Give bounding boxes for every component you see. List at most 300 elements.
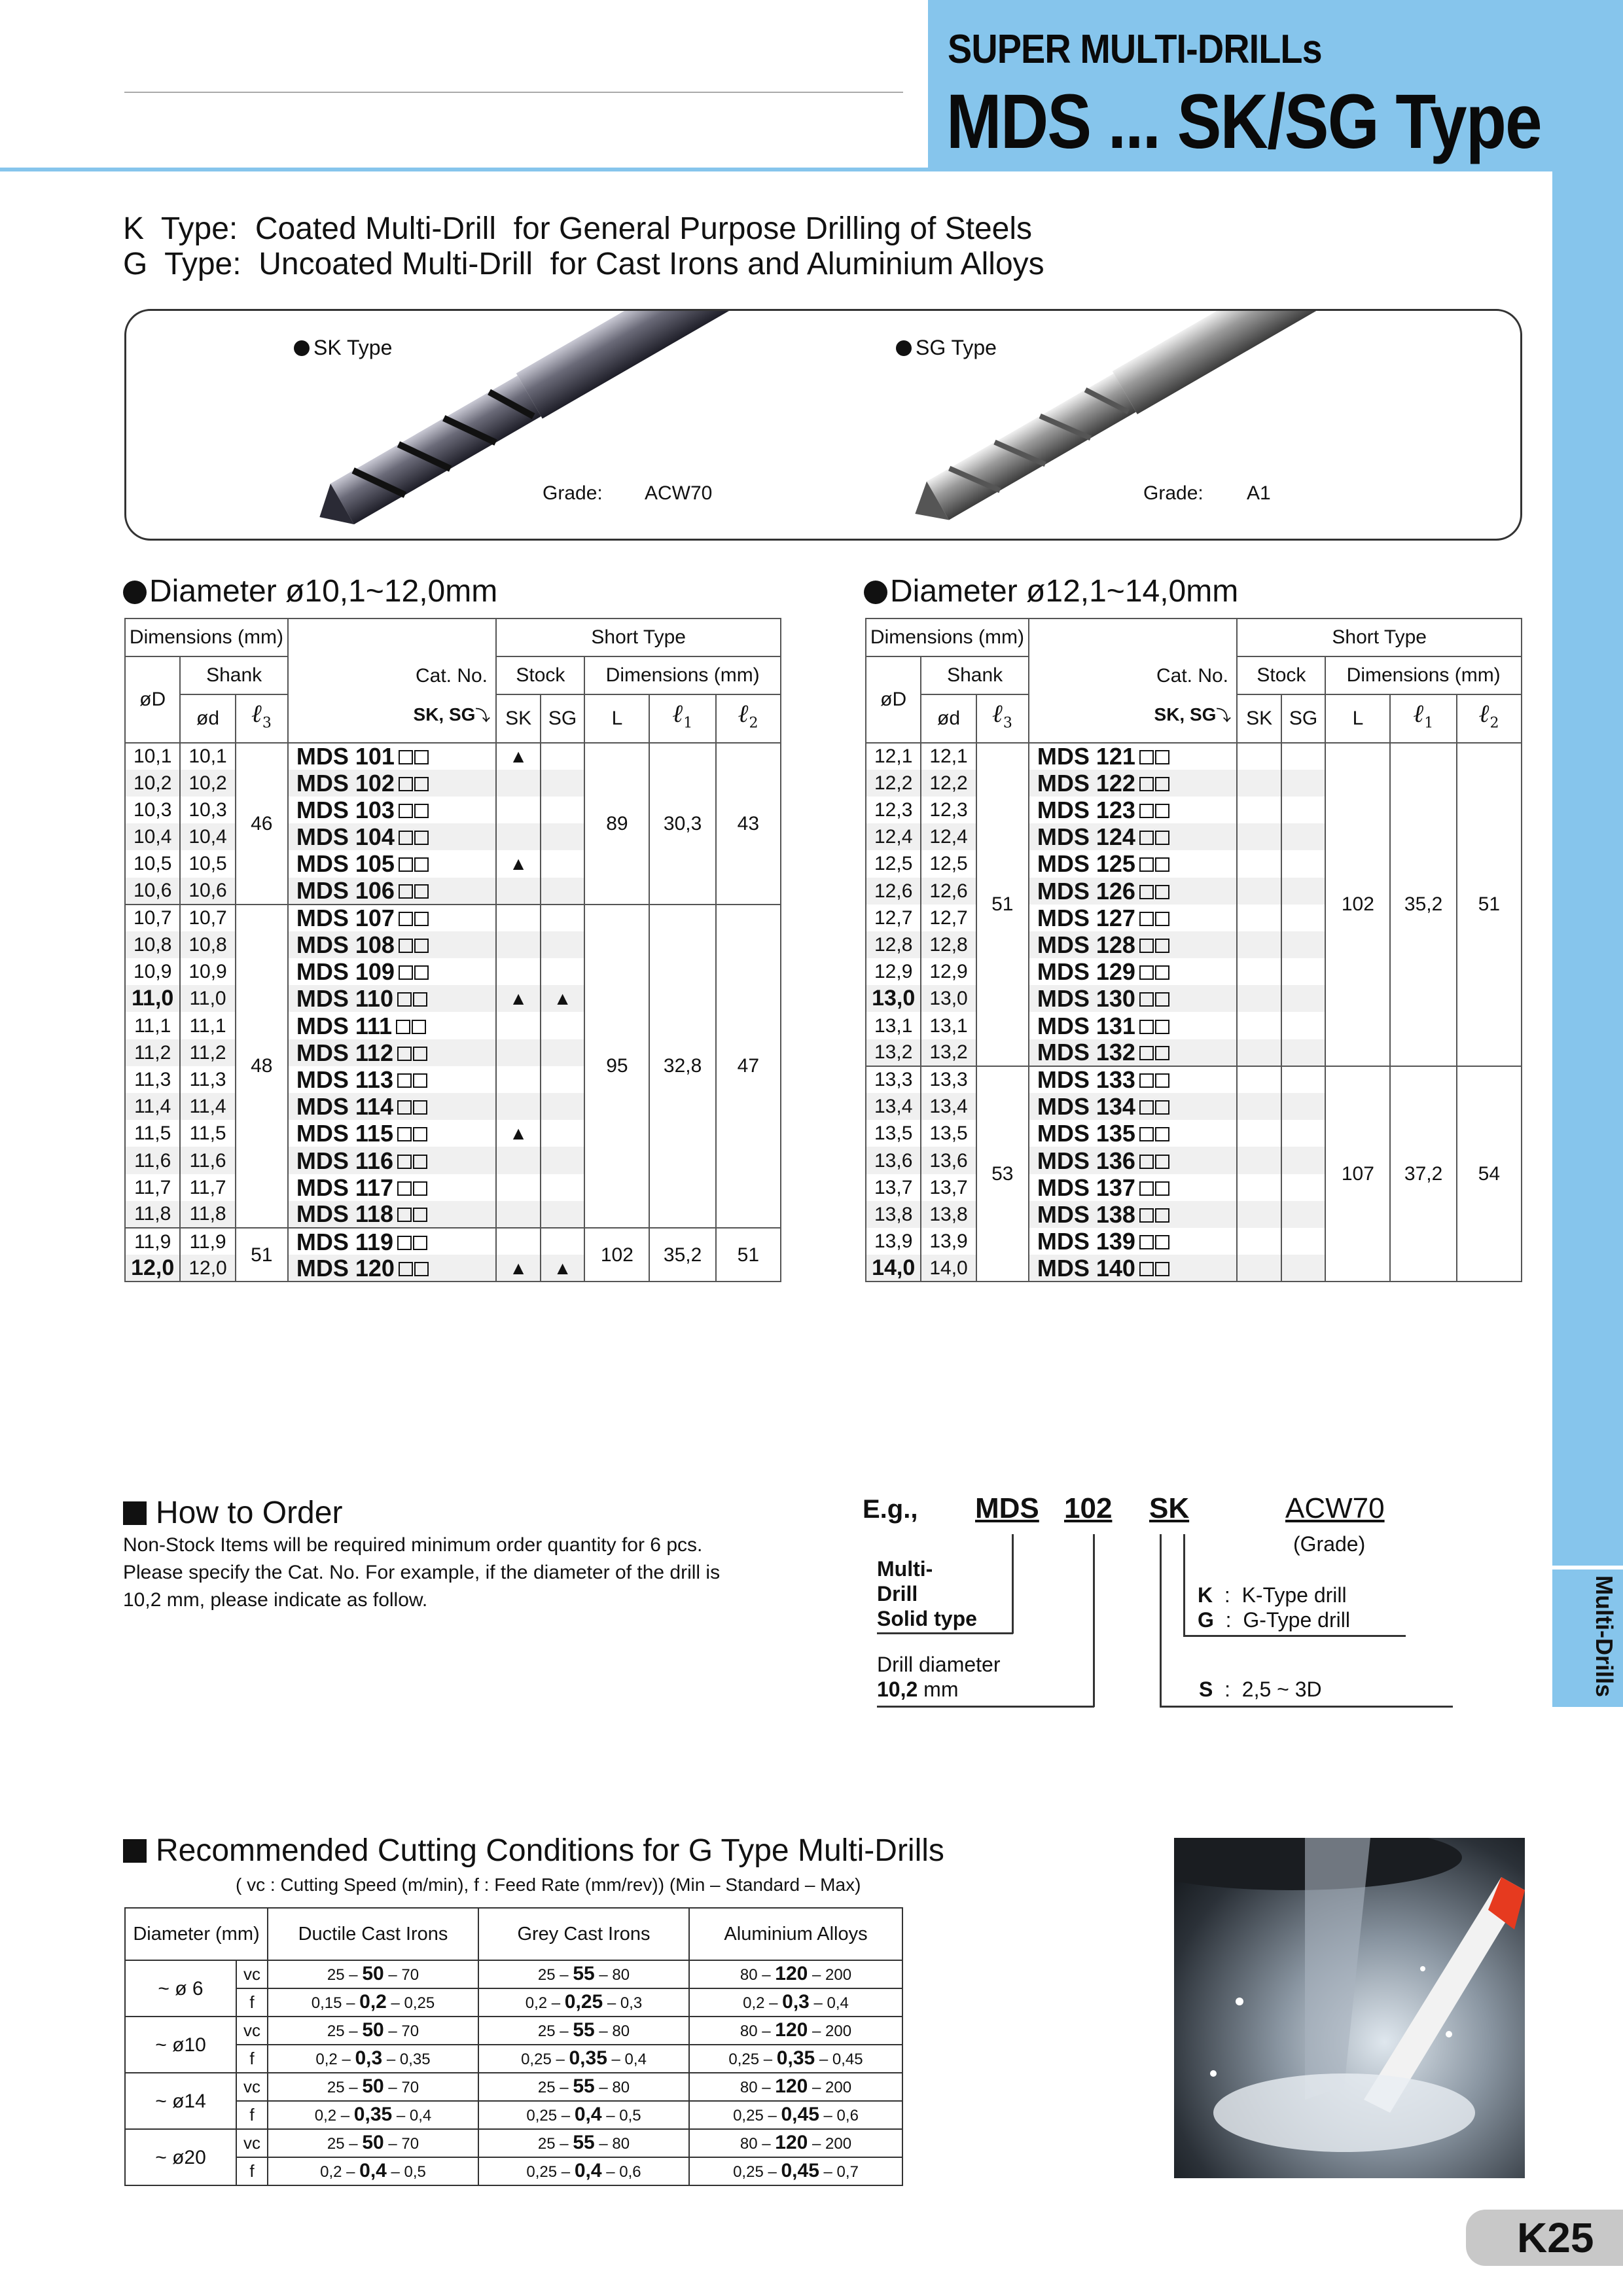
code-box-icon [1139,1100,1154,1115]
stock-sg-cell [541,797,584,823]
stock-sk-cell [496,770,540,797]
cat-no-cell: MDS 111 [288,1012,496,1039]
l2-header: ℓ$_2$ [716,694,781,743]
stock-sg-cell [541,1201,584,1228]
cat-no-cell: MDS 113 [288,1066,496,1093]
L-header: L [1325,694,1390,743]
sg-header: SG [1281,694,1325,743]
shank-diameter-cell: 13,7 [921,1174,976,1201]
code-box-icon [413,992,427,1007]
code-box-icon [1139,1262,1154,1276]
cat-no-cell: MDS 109 [288,958,496,985]
stock-sg-cell [541,1066,584,1093]
stock-sk-cell [496,878,540,905]
shank-diameter-cell: 10,9 [180,958,235,985]
stock-sk-cell: ▲ [496,850,540,877]
shank-diameter-cell: 13,0 [921,985,976,1012]
shank-diameter-cell: 10,5 [180,850,235,877]
grey-header: Grey Cast Irons [478,1908,689,1960]
header-rule [124,92,903,93]
l2-cell: 43 [716,743,781,905]
legend-drill-diameter: Drill diameter 10,2 mm [877,1653,1001,1701]
f-label: f [236,2101,268,2129]
l1-cell: 32,8 [649,905,715,1228]
code-box-icon [1139,1127,1154,1141]
code-box-icon [1155,1073,1169,1088]
table-row [125,2129,902,2157]
cat-no-cell: MDS 137 [1029,1174,1237,1201]
stock-sg-cell [541,1174,584,1201]
diameter-cell: 13,9 [866,1228,921,1255]
stock-sg-cell [541,878,584,905]
stock-sk-cell [1237,1093,1281,1120]
code-box-icon [1139,1046,1154,1060]
f-value-cell: 0,2 – 0,3 – 0,35 [268,2045,478,2073]
stock-sk-cell [1237,1120,1281,1147]
f-value-cell: 0,2 – 0,3 – 0,4 [689,1988,902,2017]
shank-diameter-cell: 11,6 [180,1147,235,1174]
vc-value-cell: 25 – 55 – 80 [478,1960,689,1988]
diameter-cell: 12,9 [866,958,921,985]
l2-cell: 51 [716,1228,781,1282]
shank-diameter-cell: 12,8 [921,931,976,958]
table-row [125,2157,902,2185]
code-box-icon [399,884,413,899]
vc-value-cell: 80 – 120 – 200 [689,2073,902,2101]
cat-no-cell: MDS 138 [1029,1201,1237,1228]
l1-cell: 35,2 [649,1228,715,1282]
shank-header: Shank [921,656,1029,694]
vc-value-cell: 25 – 50 – 70 [268,2073,478,2101]
how-to-order-heading: How to Order [123,1495,342,1531]
code-box-icon [1139,1208,1154,1223]
stock-sg-cell [541,1147,584,1174]
code-box-icon [413,1181,427,1196]
table-row [125,2073,902,2101]
stock-sg-cell [1281,1120,1325,1147]
code-box-icon [1155,1155,1169,1169]
stock-sg-cell [1281,958,1325,985]
stock-sg-cell [541,1120,584,1147]
shank-diameter-cell: 11,4 [180,1093,235,1120]
diameter-cell: 11,3 [125,1066,180,1093]
diameter-cell: ~ ø10 [125,2017,236,2073]
L-cell: 89 [584,743,649,905]
diameter-cell: 13,7 [866,1174,921,1201]
stock-sk-cell [1237,850,1281,877]
l3-cell: 46 [236,743,288,905]
shank-diameter-cell: 11,5 [180,1120,235,1147]
stock-sg-cell [1281,1093,1325,1120]
code-box-icon [1139,992,1154,1007]
stock-sk-cell: ▲ [496,1255,540,1282]
stock-sk-cell [1237,1066,1281,1093]
code-box-icon [1155,1181,1169,1196]
stock-sk-cell [496,958,540,985]
vc-value-cell: 80 – 120 – 200 [689,2017,902,2045]
table2-heading: Diameter ø12,1~14,0mm [864,573,1238,609]
stock-sk-cell [496,931,540,958]
diameter-cell: 11,9 [125,1228,180,1255]
stock-sg-cell [541,850,584,877]
cat-no-cell: MDS 108 [288,931,496,958]
code-box-icon [1155,1020,1169,1034]
cat-no-cell: MDS 121 [1029,743,1237,770]
f-value-cell: 0,25 – 0,4 – 0,6 [478,2157,689,2185]
code-box-icon [1139,1235,1154,1249]
shank-diameter-cell: 12,2 [921,770,976,797]
stock-header: Stock [496,656,584,694]
code-box-icon [414,965,429,980]
table-row [125,2045,902,2073]
stock-sk-cell [496,1174,540,1201]
f-label: f [236,2045,268,2073]
code-box-icon [399,912,413,926]
l3-cell: 51 [976,743,1029,1066]
vc-value-cell: 25 – 55 – 80 [478,2129,689,2157]
shank-diameter-cell: 11,1 [180,1012,235,1039]
code-box-icon [399,750,413,764]
l3-cell: 48 [236,905,288,1228]
code-box-icon [399,965,413,980]
recommended-legend: ( vc : Cutting Speed (m/min), f : Feed Rate (mm/rev)) (Min – Standard – Max) [236,1874,861,1895]
shank-diameter-cell: 13,9 [921,1228,976,1255]
code-box-icon [413,1155,427,1169]
code-box-icon [1155,1235,1169,1249]
cat-no-cell: MDS 101 [288,743,496,770]
stock-sg-cell [1281,878,1325,905]
stock-sk-cell [496,1066,540,1093]
shank-diameter-cell: 12,4 [921,823,976,850]
diameter-cell: 13,5 [866,1120,921,1147]
stock-sg-cell [541,743,584,770]
l2-cell: 47 [716,905,781,1228]
diameter-cell: 11,5 [125,1120,180,1147]
L-cell: 107 [1325,1066,1390,1282]
code-box-icon [1139,750,1154,764]
diameter-cell: 10,3 [125,797,180,823]
square-bullet-icon [123,1501,147,1525]
diameter-cell: 11,0 [125,985,180,1012]
shank-diameter-cell: 12,5 [921,850,976,877]
stock-sg-cell: ▲ [541,985,584,1012]
stock-sk-cell [496,1228,540,1255]
d-header: ød [921,694,976,743]
diameter-header: Diameter (mm) [125,1908,268,1960]
diameter-cell: 10,2 [125,770,180,797]
code-box-icon [413,1047,427,1061]
code-box-icon [1139,831,1154,845]
shank-diameter-cell: 10,6 [180,878,235,905]
eg-label: E.g., [863,1495,918,1524]
diameter-cell: 10,4 [125,823,180,850]
vc-value-cell: 25 – 50 – 70 [268,2017,478,2045]
table-row [125,1228,781,1255]
stock-sg-cell [1281,850,1325,877]
dimensions-header: Dimensions (mm) [866,619,1029,656]
diameter-cell: ~ ø 6 [125,1960,236,2017]
L-cell: 102 [1325,743,1390,1066]
L-cell: 95 [584,905,649,1228]
shank-diameter-cell: 12,9 [921,958,976,985]
code-box-icon [399,831,413,845]
code-line-num [1093,1534,1095,1707]
l2-header: ℓ$_2$ [1457,694,1522,743]
cat-no-cell: MDS 118 [288,1201,496,1228]
diameter-cell: 11,2 [125,1039,180,1066]
cat-no-cell: MDS 135 [1029,1120,1237,1147]
f-value-cell: 0,25 – 0,45 – 0,7 [689,2157,902,2185]
dims-header: Dimensions (mm) [1325,656,1522,694]
cat-no-cell: MDS 123 [1029,797,1237,823]
diameter-cell: 13,3 [866,1066,921,1093]
code-box-icon [397,1047,412,1061]
cat-no-cell: MDS 134 [1029,1093,1237,1120]
f-value-cell: 0,25 – 0,35 – 0,45 [689,2045,902,2073]
cat-no-cell: MDS 107 [288,905,496,931]
dimensions-header: Dimensions (mm) [125,619,288,656]
stock-sg-cell [1281,823,1325,850]
diameter-cell: 10,7 [125,905,180,931]
cat-no-cell: MDS 131 [1029,1012,1237,1039]
code-box-icon [1155,992,1169,1007]
code-box-icon [1155,831,1169,845]
shank-diameter-cell: 13,4 [921,1093,976,1120]
code-line-sk [1160,1534,1162,1707]
table-row [125,1988,902,2017]
code-box-icon [1139,939,1154,953]
diameter-cell: 12,0 [125,1255,180,1282]
f-value-cell: 0,2 – 0,4 – 0,5 [268,2157,478,2185]
code-box-icon [1155,1100,1169,1115]
stock-sg-cell [541,1228,584,1255]
cat-no-cell: MDS 124 [1029,823,1237,850]
page-number: K25 [1517,2214,1594,2261]
side-tab-label: Multi-Drills [1591,1575,1618,1697]
vc-value-cell: 25 – 50 – 70 [268,2129,478,2157]
stock-sk-cell [496,1093,540,1120]
cat-no-cell: MDS 139 [1029,1228,1237,1255]
vc-value-cell: 25 – 50 – 70 [268,1960,478,1988]
stock-sk-cell [1237,985,1281,1012]
code-box-icon [1139,1181,1154,1196]
code-box-icon [397,1181,412,1196]
code-box-icon [399,939,413,953]
diameter-cell: 13,6 [866,1147,921,1174]
cat-no-cell: MDS 119 [288,1228,496,1255]
cat-no-label-1: Cat. No. [415,665,488,687]
diameter-cell: 10,5 [125,850,180,877]
shank-diameter-cell: 12,6 [921,878,976,905]
stock-sg-cell [1281,1201,1325,1228]
code-box-icon [397,1236,412,1250]
diameter-cell: 13,8 [866,1201,921,1228]
cat-no-cell: MDS 136 [1029,1147,1237,1174]
stock-sk-cell: ▲ [496,743,540,770]
code-sk: SK [1149,1492,1190,1524]
f-value-cell: 0,2 – 0,25 – 0,3 [478,1988,689,2017]
cat-no-cell: MDS 104 [288,823,496,850]
code-box-icon [396,1020,410,1034]
stock-sk-cell [1237,931,1281,958]
code-box-icon [1139,1073,1154,1088]
stock-sg-cell [1281,1228,1325,1255]
diameter-cell: 13,4 [866,1093,921,1120]
code-box-icon [397,992,412,1007]
vc-label: vc [236,2129,268,2157]
diameter-cell: 11,6 [125,1147,180,1174]
shank-header: Shank [180,656,288,694]
short-type-header: Short Type [1237,619,1522,656]
diameter-cell: 12,8 [866,931,921,958]
code-box-icon [1155,912,1169,926]
od-header: øD [866,656,921,743]
code-box-icon [1139,777,1154,791]
code-box-icon [413,1236,427,1250]
sk-type-label: SK Type [294,336,392,360]
code-line-type [1183,1534,1185,1636]
sk-header: SK [1237,694,1281,743]
code-box-icon [1139,965,1154,980]
code-box-icon [397,1155,412,1169]
f-value-cell: 0,25 – 0,4 – 0,5 [478,2101,689,2129]
cat-no-cell: MDS 116 [288,1147,496,1174]
shank-diameter-cell: 13,1 [921,1012,976,1039]
short-type-header: Short Type [496,619,781,656]
recommended-heading: Recommended Cutting Conditions for G Type Multi-Drills [123,1833,944,1869]
bullet-icon [123,581,147,604]
f-value-cell: 0,15 – 0,2 – 0,25 [268,1988,478,2017]
drilling-photo-art [1174,1838,1525,2178]
code-box-icon [399,857,413,872]
code-box-icon [1155,939,1169,953]
diameter-cell: 12,4 [866,823,921,850]
vc-value-cell: 25 – 55 – 80 [478,2017,689,2045]
cat-no-cell: MDS 114 [288,1093,496,1120]
diameter-cell: 11,7 [125,1174,180,1201]
stock-sk-cell [1237,878,1281,905]
code-line-mds-h [877,1632,1013,1634]
shank-diameter-cell: 11,8 [180,1201,235,1228]
stock-sk-cell [1237,1201,1281,1228]
cat-no-cell: MDS 115 [288,1120,496,1147]
header-subtitle: SUPER MULTI-DRILLs [948,27,1322,72]
cat-no-cell: MDS 117 [288,1174,496,1201]
cat-no-cell: MDS 106 [288,878,496,905]
code-box-icon [414,804,429,818]
table-row [125,1960,902,1988]
stock-sg-cell [541,931,584,958]
shank-diameter-cell: 13,6 [921,1147,976,1174]
l1-cell: 35,2 [1390,743,1456,1066]
stock-sg-cell [1281,931,1325,958]
table-row [125,2017,902,2045]
shank-diameter-cell: 10,1 [180,743,235,770]
code-box-icon [1139,912,1154,926]
shank-diameter-cell: 11,0 [180,985,235,1012]
stock-sk-cell [1237,905,1281,931]
stock-sg-cell [1281,1147,1325,1174]
stock-sg-cell [1281,743,1325,770]
code-box-icon [414,777,429,791]
cat-no-cell: MDS 125 [1029,850,1237,877]
code-box-icon [414,884,429,899]
diameter-cell: 11,1 [125,1012,180,1039]
f-value-cell: 0,25 – 0,35 – 0,4 [478,2045,689,2073]
stock-sg-cell [1281,1174,1325,1201]
dims-header: Dimensions (mm) [584,656,781,694]
drill-image-frame [124,309,1522,541]
code-box-icon [1155,1046,1169,1060]
shank-diameter-cell: 10,2 [180,770,235,797]
stock-sk-cell [1237,1228,1281,1255]
l3-header: ℓ$_3$ [236,694,288,743]
table-row [866,743,1522,770]
diameter-cell: 10,8 [125,931,180,958]
stock-sk-cell [1237,1039,1281,1066]
bullet-icon [864,581,887,604]
code-box-icon [413,1208,427,1222]
code-box-icon [1139,1020,1154,1034]
arrow-down-icon: ⤵ [475,708,490,724]
l2-cell: 54 [1457,1066,1522,1282]
stock-sg-cell [1281,1039,1325,1066]
shank-diameter-cell: 10,7 [180,905,235,931]
shank-diameter-cell: 11,9 [180,1228,235,1255]
l1-header: ℓ$_1$ [649,694,715,743]
diameter-cell: 12,5 [866,850,921,877]
stock-header: Stock [1237,656,1325,694]
stock-sg-cell [1281,905,1325,931]
cat-no-cell: MDS 129 [1029,958,1237,985]
shank-diameter-cell: 12,3 [921,797,976,823]
code-box-icon [1155,1127,1169,1141]
vc-label: vc [236,2017,268,2045]
square-bullet-icon [123,1839,147,1863]
stock-sk-cell: ▲ [496,985,540,1012]
l2-cell: 51 [1457,743,1522,1066]
legend-multi: Multi- Drill Solid type [877,1557,977,1630]
drilling-photo [1174,1838,1525,2178]
code-box-icon [1155,857,1169,872]
stock-sk-cell [496,1201,540,1228]
code-line-sk-h [1160,1706,1453,1708]
diameter-cell: 11,8 [125,1201,180,1228]
shank-diameter-cell: 10,4 [180,823,235,850]
stock-sk-cell [496,905,540,931]
shank-diameter-cell: 14,0 [921,1255,976,1282]
cat-no-cell: MDS 105 [288,850,496,877]
vc-label: vc [236,2073,268,2101]
stock-sg-cell [541,1012,584,1039]
arrow-down-icon: ⤵ [1216,708,1231,724]
stock-sg-cell [541,1039,584,1066]
stock-sk-cell [1237,1255,1281,1282]
code-box-icon [414,750,429,764]
vc-value-cell: 25 – 55 – 80 [478,2073,689,2101]
code-box-icon [413,1073,427,1088]
cat-no-cell: MDS 112 [288,1039,496,1066]
code-box-icon [1155,777,1169,791]
sg-type-label: SG Type [896,336,997,360]
stock-sg-cell [1281,797,1325,823]
code-box-icon [1139,804,1154,818]
aluminium-header: Aluminium Alloys [689,1908,902,1960]
code-box-icon [397,1073,412,1088]
sg-grade-value: A1 [1247,482,1271,504]
stock-sg-cell [541,770,584,797]
sk-header: SK [496,694,540,743]
